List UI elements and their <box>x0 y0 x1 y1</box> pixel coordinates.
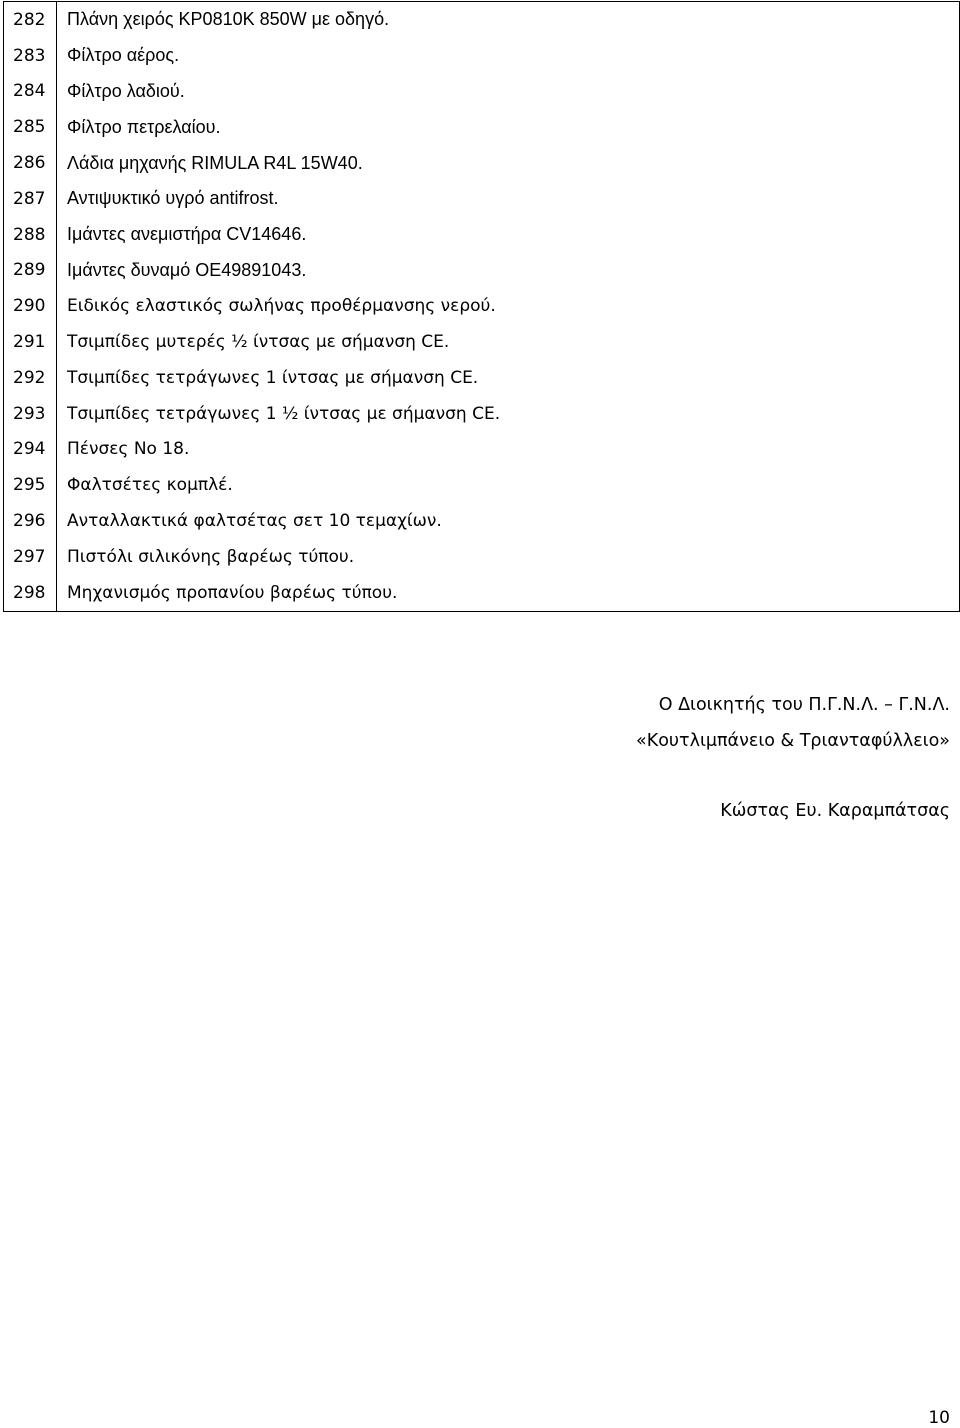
signature-name: Κώστας Ευ. Καραμπάτσας <box>720 801 950 821</box>
item-description: Ειδικός ελαστικός σωλήνας προθέρμανσης νερού. <box>57 288 960 324</box>
table-row <box>4 467 960 503</box>
table-row <box>4 181 960 217</box>
item-description: Τσιμπίδες τετράγωνες 1 ½ ίντσας με σήμανση CE. <box>57 396 960 432</box>
table-row <box>4 145 960 181</box>
table-row <box>4 38 960 74</box>
table-row <box>4 288 960 324</box>
signature-organization: «Κουτλιμπάνειο & Τριανταφύλλειο» <box>636 731 950 751</box>
item-description: Φαλτσέτες κομπλέ. <box>57 467 960 503</box>
item-number: 287 <box>4 181 57 217</box>
item-description: Ιμάντες δυναμό OE49891043. <box>57 253 960 289</box>
item-number: 289 <box>4 253 57 289</box>
item-description: Φίλτρο αέρος. <box>57 38 960 74</box>
item-number: 296 <box>4 503 57 539</box>
item-number: 290 <box>4 288 57 324</box>
table-row <box>4 324 960 360</box>
item-number: 285 <box>4 109 57 145</box>
items-table-body <box>4 2 960 612</box>
item-number: 282 <box>4 2 57 38</box>
table-row <box>4 217 960 253</box>
item-description: Λάδια μηχανής RIMULA R4L 15W40. <box>57 145 960 181</box>
item-number: 294 <box>4 432 57 468</box>
item-description: Φίλτρο πετρελαίου. <box>57 109 960 145</box>
signature-title: Ο Διοικητής του Π.Γ.Ν.Λ. – Γ.Ν.Λ. <box>658 695 950 715</box>
item-description: Ανταλλακτικά φαλτσέτας σετ 10 τεμαχίων. <box>57 503 960 539</box>
item-number: 295 <box>4 467 57 503</box>
table-row <box>4 109 960 145</box>
table-row <box>4 74 960 110</box>
table-row <box>4 575 960 611</box>
table-row <box>4 396 960 432</box>
item-number: 298 <box>4 575 57 611</box>
item-number: 291 <box>4 324 57 360</box>
page-number: 10 <box>928 1408 950 1428</box>
item-description: Πένσες Νο 18. <box>57 432 960 468</box>
item-description: Πλάνη χειρός KP0810K 850W με οδηγό. <box>57 2 960 38</box>
item-description: Τσιμπίδες τετράγωνες 1 ίντσας με σήμανση CE. <box>57 360 960 396</box>
table-row <box>4 253 960 289</box>
table-row <box>4 432 960 468</box>
item-number: 292 <box>4 360 57 396</box>
items-table <box>3 1 960 612</box>
item-description: Ιμάντες ανεμιστήρα CV14646. <box>57 217 960 253</box>
item-number: 284 <box>4 74 57 110</box>
table-row <box>4 539 960 575</box>
table-row <box>4 2 960 38</box>
item-number: 297 <box>4 539 57 575</box>
table-row <box>4 360 960 396</box>
item-description: Φίλτρο λαδιού. <box>57 74 960 110</box>
item-description: Πιστόλι σιλικόνης βαρέως τύπου. <box>57 539 960 575</box>
item-number: 283 <box>4 38 57 74</box>
item-number: 288 <box>4 217 57 253</box>
table-row <box>4 503 960 539</box>
item-number: 286 <box>4 145 57 181</box>
item-description: Τσιμπίδες μυτερές ½ ίντσας με σήμανση CE. <box>57 324 960 360</box>
item-description: Μηχανισμός προπανίου βαρέως τύπου. <box>57 575 960 611</box>
item-number: 293 <box>4 396 57 432</box>
item-description: Αντιψυκτικό υγρό antifrost. <box>57 181 960 217</box>
